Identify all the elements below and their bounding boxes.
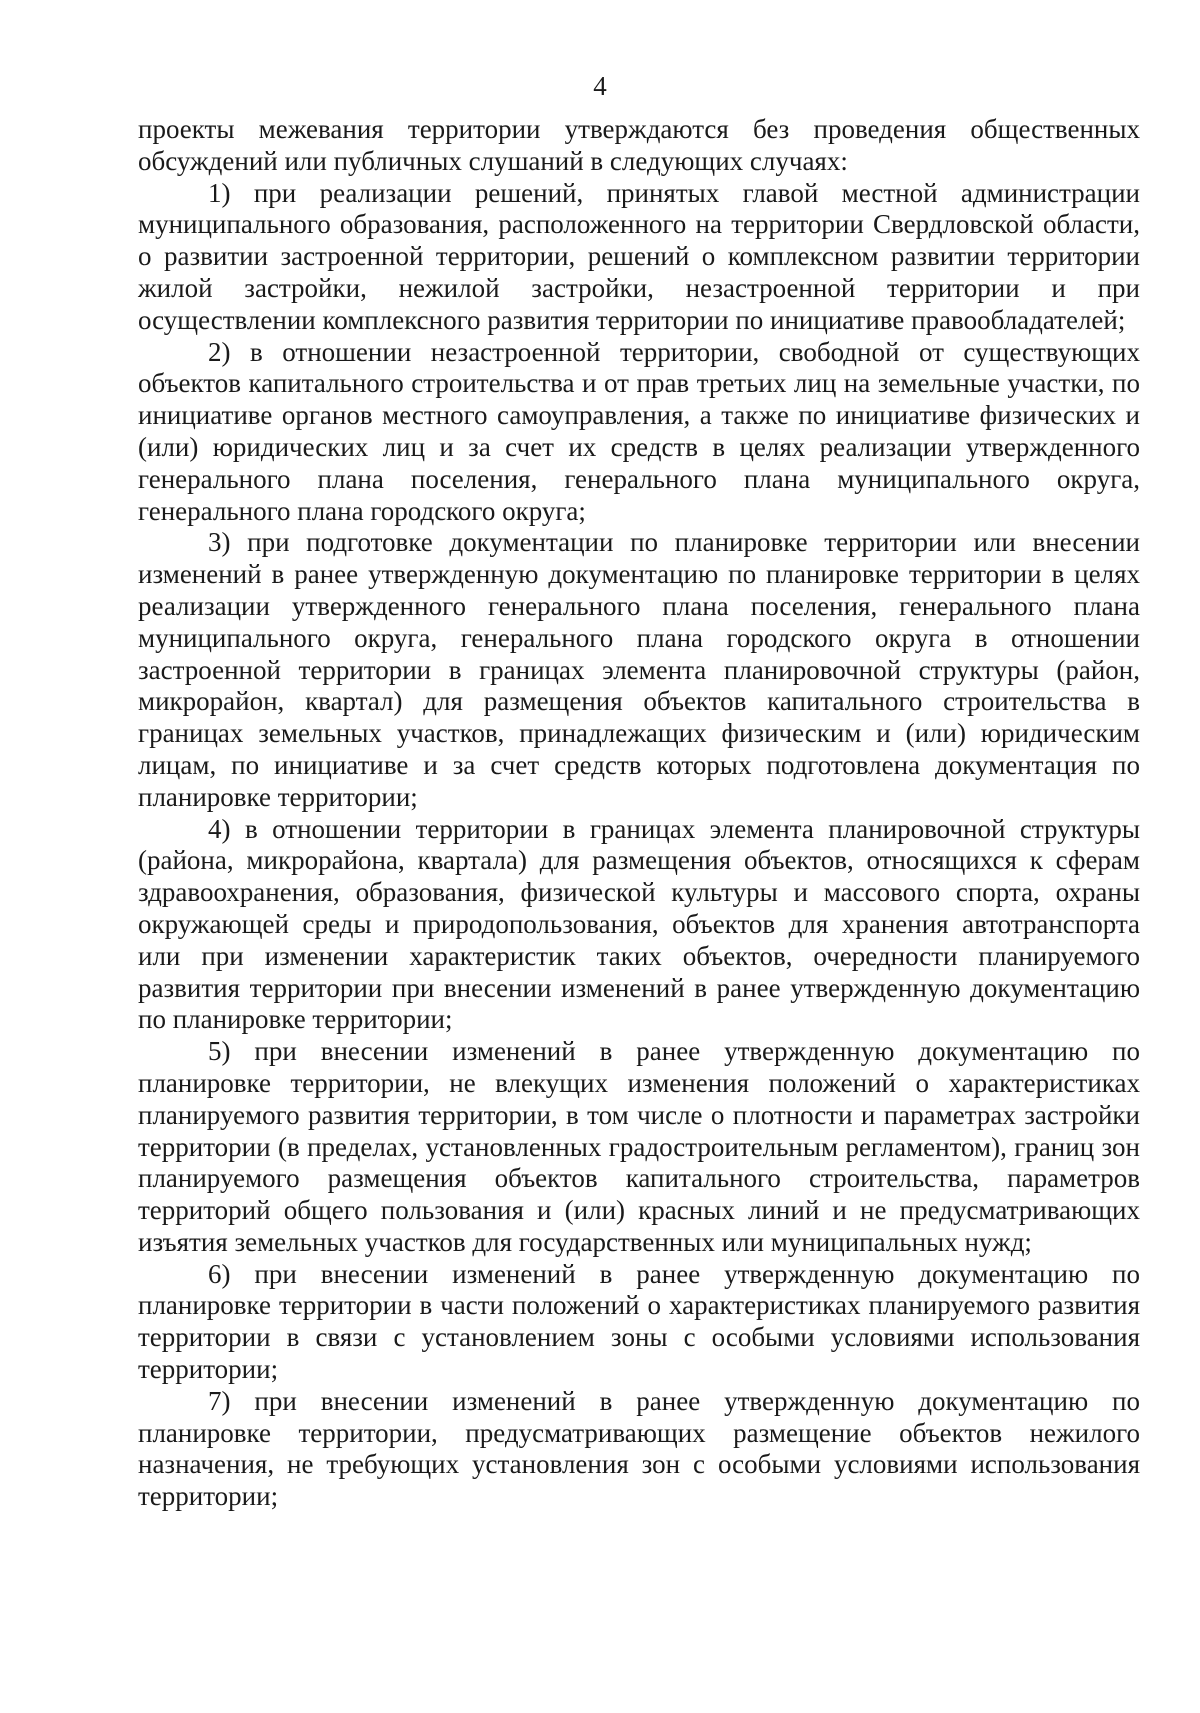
list-item-4: 4) в отношении территории в границах элемента планировочной структуры (района, микрорайона, квартала) для размещения объектов, относящихся к сферам здравоохранения, образования, физической культуры и массового спорта, охраны окружающей среды и природопользования, объектов для хранения автотранспорта или при изменении характеристик таких объектов, очередности планируемого развития территории при внесении изменений в ранее утвержденную документацию по планировке территории; [138, 813, 1140, 1035]
list-item-2: 2) в отношении незастроенной территории, свободной от существующих объектов капитального строительства и от прав третьих лиц на земельные участки, по инициативе органов местного самоуправления, а также по инициативе физических и (или) юридических лиц и за счет их средств в целях реализации утвержденного генерального плана поселения, генерального плана муниципального округа, генерального плана городского округа; [138, 336, 1140, 526]
document-body [138, 114, 1140, 1513]
list-item-6: 6) при внесении изменений в ранее утвержденную документацию по планировке территории в части положений о характеристиках планируемого развития территории в связи с установлением зоны с особыми условиями использования территории; [138, 1258, 1140, 1385]
list-item-1: 1) при реализации решений, принятых главой местной администрации муниципального образования, расположенного на территории Свердловской области, о развитии застроенной территории, решений о комплексном развитии территории жилой застройки, нежилой застройки, незастроенной территории и при осуществлении комплексного развития территории по инициативе правообладателей; [138, 177, 1140, 335]
intro-paragraph: проекты межевания территории утверждаются без проведения общественных обсуждений или публичных слушаний в следующих случаях: [138, 114, 1140, 176]
page-number: 4 [593, 71, 607, 101]
list-item-7: 7) при внесении изменений в ранее утвержденную документацию по планировке территории, предусматривающих размещение объектов нежилого назначения, не требующих установления зон с особыми условиями использования территории; [138, 1385, 1140, 1512]
list-item-3: 3) при подготовке документации по планировке территории или внесении изменений в ранее утвержденную документацию по планировке территории в целях реализации утвержденного генерального плана поселения, генерального плана муниципального округа, генерального плана городского округа в отношении застроенной территории в границах элемента планировочной структуры (район, микрорайон, квартал) для размещения объектов капитального строительства в границах земельных участков, принадлежащих физическим и (или) юридическим лицам, по инициативе и за счет средств которых подготовлена документация по планировке территории; [138, 527, 1140, 812]
list-item-5: 5) при внесении изменений в ранее утвержденную документацию по планировке территории, не влекущих изменения положений о характеристиках планируемого развития территории, в том числе о плотности и параметрах застройки территории (в пределах, установленных градостроительным регламентом), границ зон планируемого размещения объектов капитального строительства, параметров территорий общего пользования и (или) красных линий и не предусматривающих изъятия земельных участков для государственных или муниципальных нужд; [138, 1036, 1140, 1257]
